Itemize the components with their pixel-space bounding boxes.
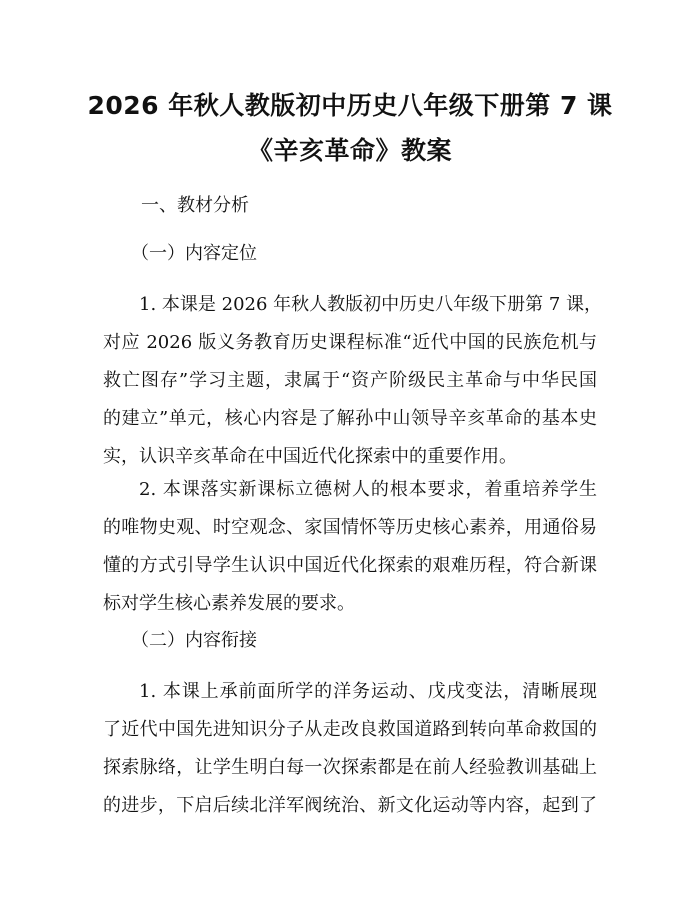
paragraph-1 <box>103 286 603 476</box>
paragraph-2 <box>103 471 597 623</box>
paragraph-3 <box>103 673 597 825</box>
paragraph-line: 对应 2026 版义务教育历史课程标准“近代中国的民族危机与 <box>103 332 597 353</box>
paragraph-line: 救亡图存”学习主题，隶属于“资产阶级民主革命与中华民国 <box>103 370 597 391</box>
paragraph-line: 探索脉络，让学生明白每一次探索都是在前人经验教训基础上 <box>103 757 597 778</box>
paragraph-line: 的进步，下启后续北洋军阀统治、新文化运动等内容，起到了 <box>103 795 597 816</box>
paragraph-line: 的建立”单元，核心内容是了解孙中山领导辛亥革命的基本史 <box>103 408 597 429</box>
paragraph-line: 标对学生核心素养发展的要求。 <box>103 593 355 614</box>
paragraph-line: 1. 本课上承前面所学的洋务运动、戊戌变法，清晰展现 <box>139 681 597 702</box>
paragraph-line: 实，认识辛亥革命在中国近代化探索中的重要作用。 <box>103 446 517 467</box>
document-title-line-2: 《辛亥革命》教案 <box>247 136 452 165</box>
section-heading-textbook-analysis: 一、教材分析 <box>141 195 249 216</box>
paragraph-line: 的唯物史观、时空观念、家国情怀等历史核心素养，用通俗易 <box>103 517 597 538</box>
paragraph-line: 了近代中国先进知识分子从走改良救国道路到转向革命救国的 <box>103 719 597 740</box>
paragraph-line: 懂的方式引导学生认识中国近代化探索的艰难历程，符合新课 <box>103 555 597 576</box>
paragraph-line: 2. 本课落实新课标立德树人的根本要求，着重培养学生 <box>139 479 597 500</box>
subsection-heading-content-positioning: （一）内容定位 <box>131 243 257 264</box>
paragraph-line: 1. 本课是 2026 年秋人教版初中历史八年级下册第 7 课， <box>139 294 603 315</box>
document-title-line-1: 2026 年秋人教版初中历史八年级下册第 7 课 <box>87 91 613 120</box>
subsection-heading-content-connection: （二）内容衔接 <box>131 630 257 651</box>
